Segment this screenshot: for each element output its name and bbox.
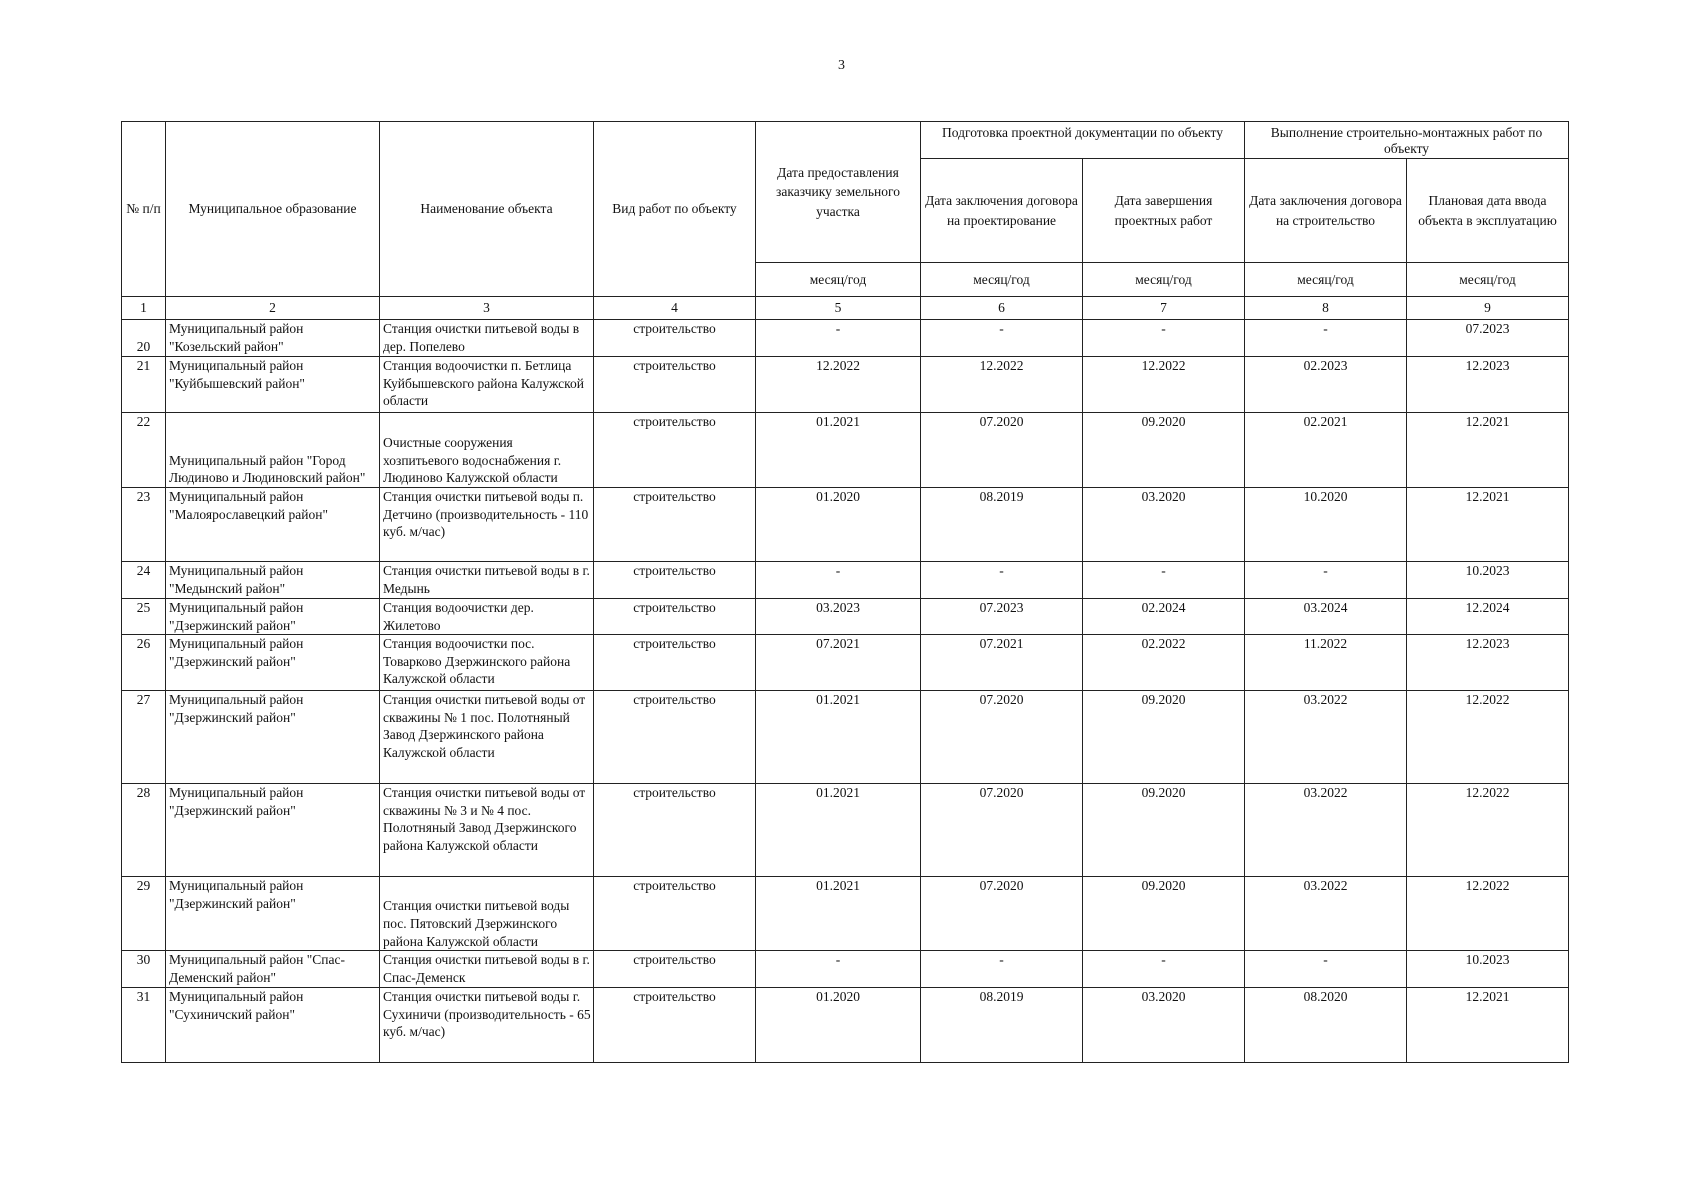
commission-date-cell: 12.2022 [1407, 784, 1569, 877]
object-cell: Станция очистки питьевой воды от скважины № 3 и № 4 пос. Полотняный Завод Дзержинского района Калужской области [380, 784, 594, 877]
work-type-cell: строительство [594, 635, 756, 691]
work-type-cell: строительство [594, 784, 756, 877]
build-contract-cell: - [1245, 562, 1407, 599]
build-contract-cell: 03.2024 [1245, 599, 1407, 635]
table-row [122, 320, 1569, 357]
row-number: 30 [122, 951, 166, 988]
municipality-cell: Муниципальный район "Дзержинский район" [166, 691, 380, 784]
design-contract-cell: 07.2020 [921, 877, 1083, 951]
header-work-type: Вид работ по объекту [594, 122, 756, 297]
work-type-cell: строительство [594, 691, 756, 784]
column-number: 9 [1407, 297, 1569, 320]
work-type-cell: строительство [594, 320, 756, 357]
build-contract-cell: 02.2023 [1245, 357, 1407, 413]
table-row [122, 599, 1569, 635]
unit-col5: месяц/год [756, 263, 921, 297]
header-build-group: Выполнение строительно-монтажных работ по объекту [1245, 122, 1569, 159]
header-build-contract: Дата заключения договора на строительство [1245, 159, 1407, 263]
build-contract-cell: 03.2022 [1245, 784, 1407, 877]
commission-date-cell: 12.2022 [1407, 691, 1569, 784]
row-number: 21 [122, 357, 166, 413]
land-date-cell: - [756, 320, 921, 357]
land-date-cell: 01.2020 [756, 988, 921, 1063]
object-cell: Станция водоочистки п. Бетлица Куйбышевского района Калужской области [380, 357, 594, 413]
municipality-cell: Муниципальный район "Дзержинский район" [166, 877, 380, 951]
municipality-cell: Муниципальный район "Медынский район" [166, 562, 380, 599]
commission-date-cell: 12.2022 [1407, 877, 1569, 951]
land-date-cell: 12.2022 [756, 357, 921, 413]
table-row [122, 784, 1569, 877]
table-row [122, 413, 1569, 488]
design-end-cell: - [1083, 951, 1245, 988]
commission-date-cell: 12.2024 [1407, 599, 1569, 635]
unit-col9: месяц/год [1407, 263, 1569, 297]
municipality-cell: Муниципальный район "Дзержинский район" [166, 599, 380, 635]
land-date-cell: 01.2021 [756, 877, 921, 951]
design-contract-cell: - [921, 320, 1083, 357]
object-cell: Станция очистки питьевой воды пос. Пятовский Дзержинского района Калужской области [380, 877, 594, 951]
design-end-cell: 12.2022 [1083, 357, 1245, 413]
header-design-end: Дата завершения проектных работ [1083, 159, 1245, 263]
object-cell: Очистные сооружения хозпитьевого водоснабжения г. Людиново Калужской области [380, 413, 594, 488]
object-cell: Станция очистки питьевой воды г. Сухиничи (производительность - 65 куб. м/час) [380, 988, 594, 1063]
work-type-cell: строительство [594, 877, 756, 951]
commission-date-cell: 07.2023 [1407, 320, 1569, 357]
municipality-cell: Муниципальный район "Сухиничский район" [166, 988, 380, 1063]
column-number: 5 [756, 297, 921, 320]
object-cell: Станция очистки питьевой воды в г. Медынь [380, 562, 594, 599]
table-row [122, 488, 1569, 562]
row-number: 23 [122, 488, 166, 562]
design-contract-cell: 07.2023 [921, 599, 1083, 635]
table-row [122, 691, 1569, 784]
municipality-cell: Муниципальный район "Город Людиново и Людиновский район" [166, 413, 380, 488]
object-cell: Станция очистки питьевой воды в дер. Попелево [380, 320, 594, 357]
column-number: 8 [1245, 297, 1407, 320]
build-contract-cell: 02.2021 [1245, 413, 1407, 488]
row-number: 28 [122, 784, 166, 877]
unit-col7: месяц/год [1083, 263, 1245, 297]
design-contract-cell: 12.2022 [921, 357, 1083, 413]
work-type-cell: строительство [594, 599, 756, 635]
table-row [122, 635, 1569, 691]
design-end-cell: - [1083, 562, 1245, 599]
row-number: 24 [122, 562, 166, 599]
work-type-cell: строительство [594, 988, 756, 1063]
build-contract-cell: 11.2022 [1245, 635, 1407, 691]
row-number: 29 [122, 877, 166, 951]
column-number: 6 [921, 297, 1083, 320]
build-contract-cell: 03.2022 [1245, 691, 1407, 784]
commission-date-cell: 10.2023 [1407, 562, 1569, 599]
design-end-cell: - [1083, 320, 1245, 357]
commission-date-cell: 12.2021 [1407, 988, 1569, 1063]
unit-col6: месяц/год [921, 263, 1083, 297]
design-contract-cell: 08.2019 [921, 988, 1083, 1063]
header-design-contract: Дата заключения договора на проектирование [921, 159, 1083, 263]
build-contract-cell: - [1245, 951, 1407, 988]
object-cell: Станция очистки питьевой воды п. Детчино (производительность - 110 куб. м/час) [380, 488, 594, 562]
design-contract-cell: - [921, 562, 1083, 599]
land-date-cell: 01.2021 [756, 413, 921, 488]
header-design-group: Подготовка проектной документации по объекту [921, 122, 1245, 159]
column-number: 1 [122, 297, 166, 320]
work-type-cell: строительство [594, 562, 756, 599]
land-date-cell: 07.2021 [756, 635, 921, 691]
row-number: 31 [122, 988, 166, 1063]
table-row [122, 951, 1569, 988]
header-municipality: Муниципальное образование [166, 122, 380, 297]
table-row [122, 877, 1569, 951]
commission-date-cell: 10.2023 [1407, 951, 1569, 988]
build-contract-cell: 08.2020 [1245, 988, 1407, 1063]
header-commission: Плановая дата ввода объекта в эксплуатацию [1407, 159, 1569, 263]
design-end-cell: 03.2020 [1083, 488, 1245, 562]
design-end-cell: 03.2020 [1083, 988, 1245, 1063]
land-date-cell: 03.2023 [756, 599, 921, 635]
design-end-cell: 02.2022 [1083, 635, 1245, 691]
municipality-cell: Муниципальный район "Дзержинский район" [166, 635, 380, 691]
column-number: 3 [380, 297, 594, 320]
land-date-cell: 01.2021 [756, 784, 921, 877]
work-type-cell: строительство [594, 357, 756, 413]
build-contract-cell: 10.2020 [1245, 488, 1407, 562]
design-contract-cell: 07.2020 [921, 413, 1083, 488]
commission-date-cell: 12.2021 [1407, 488, 1569, 562]
design-contract-cell: - [921, 951, 1083, 988]
municipality-cell: Муниципальный район "Спас-Деменский район" [166, 951, 380, 988]
design-contract-cell: 07.2020 [921, 691, 1083, 784]
design-end-cell: 02.2024 [1083, 599, 1245, 635]
row-number: 22 [122, 413, 166, 488]
row-number: 20 [122, 320, 166, 357]
column-number: 2 [166, 297, 380, 320]
row-number: 27 [122, 691, 166, 784]
column-number: 7 [1083, 297, 1245, 320]
page-number: 3 [838, 58, 845, 73]
land-date-cell: - [756, 951, 921, 988]
municipality-cell: Муниципальный район "Дзержинский район" [166, 784, 380, 877]
table-row [122, 988, 1569, 1063]
row-number: 26 [122, 635, 166, 691]
header-num: № п/п [122, 122, 166, 297]
municipality-cell: Муниципальный район "Куйбышевский район" [166, 357, 380, 413]
commission-date-cell: 12.2021 [1407, 413, 1569, 488]
design-contract-cell: 08.2019 [921, 488, 1083, 562]
unit-col8: месяц/год [1245, 263, 1407, 297]
work-type-cell: строительство [594, 951, 756, 988]
build-contract-cell: 03.2022 [1245, 877, 1407, 951]
design-end-cell: 09.2020 [1083, 784, 1245, 877]
column-number: 4 [594, 297, 756, 320]
work-type-cell: строительство [594, 413, 756, 488]
table-row [122, 357, 1569, 413]
objects-table [121, 121, 1569, 1063]
land-date-cell: - [756, 562, 921, 599]
work-type-cell: строительство [594, 488, 756, 562]
commission-date-cell: 12.2023 [1407, 357, 1569, 413]
build-contract-cell: - [1245, 320, 1407, 357]
land-date-cell: 01.2020 [756, 488, 921, 562]
commission-date-cell: 12.2023 [1407, 635, 1569, 691]
object-cell: Станция очистки питьевой воды от скважины № 1 пос. Полотняный Завод Дзержинского района Калужской области [380, 691, 594, 784]
header-object: Наименование объекта [380, 122, 594, 297]
header-land-date: Дата предоставления заказчику земельного участка [756, 122, 921, 263]
design-end-cell: 09.2020 [1083, 413, 1245, 488]
design-contract-cell: 07.2020 [921, 784, 1083, 877]
land-date-cell: 01.2021 [756, 691, 921, 784]
design-contract-cell: 07.2021 [921, 635, 1083, 691]
design-end-cell: 09.2020 [1083, 691, 1245, 784]
municipality-cell: Муниципальный район "Козельский район" [166, 320, 380, 357]
object-cell: Станция водоочистки пос. Товарково Дзержинского района Калужской области [380, 635, 594, 691]
object-cell: Станция очистки питьевой воды в г. Спас-Деменск [380, 951, 594, 988]
row-number: 25 [122, 599, 166, 635]
design-end-cell: 09.2020 [1083, 877, 1245, 951]
object-cell: Станция водоочистки дер. Жилетово [380, 599, 594, 635]
table-row [122, 562, 1569, 599]
municipality-cell: Муниципальный район "Малоярославецкий район" [166, 488, 380, 562]
column-numbers-row [122, 297, 1569, 320]
